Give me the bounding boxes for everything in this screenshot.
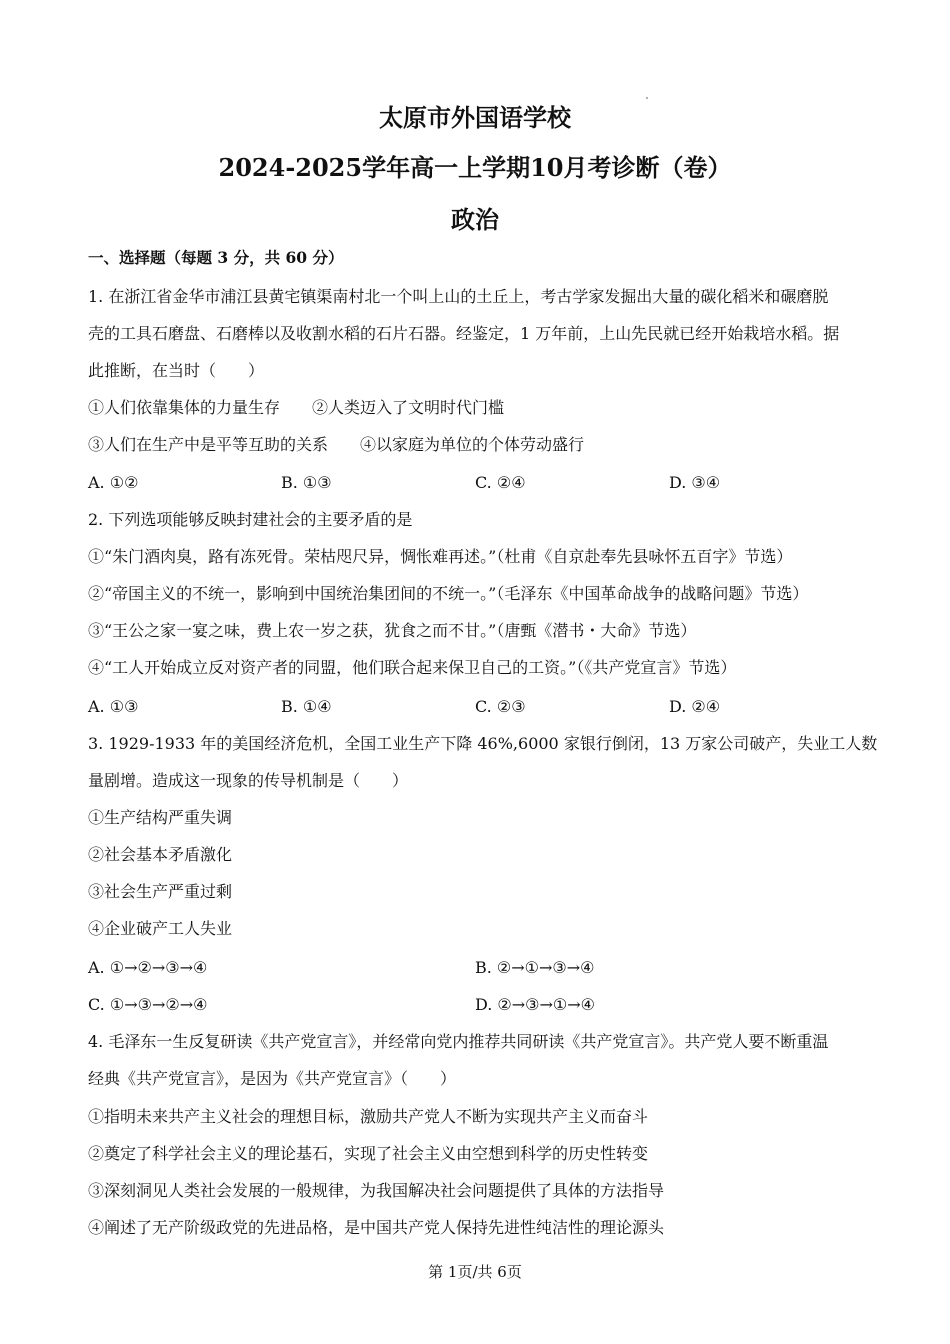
q2-statement: ①“朱门酒肉臭，路有冻死骨。荣枯咫尺异，惆怅难再述。”（杜甫《自京赴奉先县咏怀五百字》节选） [88,547,793,566]
q1-stem-line: 1. 在浙江省金华市浦江县黄宅镇渠南村北一个叫上山的土丘上，考古学家发掘出大量的碳化稻米和碾磨脱 [88,287,829,306]
q4-stem-line: 经典《共产党宣言》，是因为《共产党宣言》（ ） [88,1069,457,1088]
q1-option-c: C. ②④ [475,473,526,492]
q1-stem-line: 壳的工具石磨盘、石磨棒以及收割水稻的石片石器。经鉴定，1 万年前，上山先民就已经开始栽培水稻。据 [88,324,840,343]
subject-title: 政治 [451,205,499,234]
q2-option-c: C. ②③ [475,697,526,716]
q1-statement: ①人们依靠集体的力量生存 ②人类迈入了文明时代门槛 [88,398,505,417]
q3-statement: ①生产结构严重失调 [88,808,233,827]
q4-statement: ③深刻洞见人类社会发展的一般规律，为我国解决社会问题提供了具体的方法指导 [88,1181,665,1200]
q2-option-d: D. ②④ [669,697,721,716]
q4-stem-line: 4. 毛泽东一生反复研读《共产党宣言》，并经常向党内推荐共同研读《共产党宣言》。共产党人要不断重温 [88,1032,829,1051]
school-title: 太原市外国语学校 [379,103,571,132]
q3-option-c: C. ①→③→②→④ [88,995,208,1014]
q4-statement: ④阐述了无产阶级政党的先进品格，是中国共产党人保持先进性纯洁性的理论源头 [88,1218,665,1237]
q3-statement: ②社会基本矛盾激化 [88,845,233,864]
q1-option-b: B. ①③ [281,473,332,492]
q2-statement: ②“帝国主义的不统一，影响到中国统治集团间的不统一。”（毛泽东《中国革命战争的战略问题》节选） [88,584,809,603]
q2-statement: ③“王公之家一宴之味，费上农一岁之获，犹食之而不甘。”（唐甄《潜书・大命》节选） [88,621,697,640]
q3-option-d: D. ②→③→①→④ [475,995,596,1014]
q2-stem: 2. 下列选项能够反映封建社会的主要矛盾的是 [88,510,413,529]
q1-option-d: D. ③④ [669,473,721,492]
q1-stem-line: 此推断，在当时（ ） [88,361,265,380]
exam-title: 2024-2025学年高一上学期10月考诊断（卷） [218,153,732,182]
q2-option-b: B. ①④ [281,697,332,716]
q3-option-b: B. ②→①→③→④ [475,958,595,977]
q3-statement: ③社会生产严重过剩 [88,882,233,901]
q2-option-a: A. ①③ [88,697,139,716]
q3-option-a: A. ①→②→③→④ [88,958,208,977]
section-heading: 一、选择题（每题 3 分，共 60 分） [88,248,344,267]
q4-statement: ②奠定了科学社会主义的理论基石，实现了社会主义由空想到科学的历史性转变 [88,1144,649,1163]
q3-statement: ④企业破产工人失业 [88,919,233,938]
page-number: 第 1页/共 6页 [428,1263,522,1281]
q1-option-a: A. ①② [88,473,139,492]
q3-stem-line: 量剧增。造成这一现象的传导机制是（ ） [88,771,409,790]
q4-statement: ①指明未来共产主义社会的理想目标，激励共产党人不断为实现共产主义而奋斗 [88,1107,649,1126]
q1-statement: ③人们在生产中是平等互助的关系 ④以家庭为单位的个体劳动盛行 [88,435,585,454]
q2-statement: ④“工人开始成立反对资产者的同盟，他们联合起来保卫自己的工资。”（《共产党宣言》节选） [88,658,737,677]
q3-stem-line: 3. 1929-1933 年的美国经济危机，全国工业生产下降 46%,6000 家银行倒闭，13 万家公司破产，失业工人数 [88,734,878,753]
